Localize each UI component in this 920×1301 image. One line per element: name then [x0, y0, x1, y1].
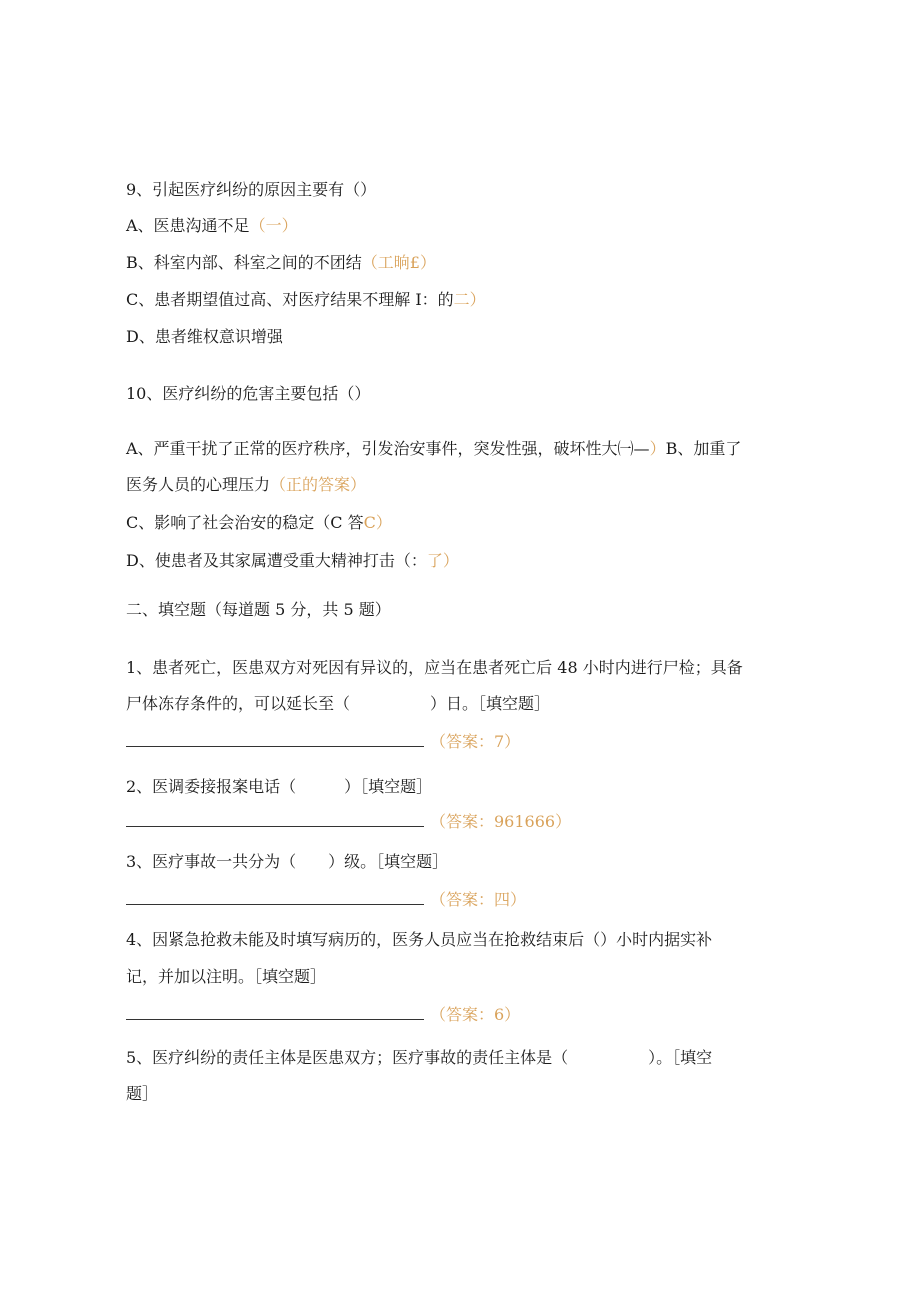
fill-5-line-1: 5、医疗纠纷的责任主体是医患双方；医疗事故的责任主体是（ ）。［填空 [126, 1048, 713, 1067]
q10-option-b-text: 医务人员的心理压力 [126, 475, 271, 494]
answer-blank[interactable] [126, 732, 424, 747]
q10-option-b-lead: B、加重了 [665, 439, 742, 458]
q10-option-b-mark: （正的答案） [270, 475, 367, 494]
q9-option-a-text: A、医患沟通不足 [126, 216, 250, 235]
fill-4-line-2: 记，并加以注明。［填空题］ [126, 967, 327, 986]
q9-option-d-text: D、患者维权意识增强 [126, 327, 283, 346]
q10-stem: 10、医疗纠纷的危害主要包括（） [126, 384, 371, 403]
q10-option-c [126, 512, 392, 534]
fill-3-answer: （答案：四） [430, 890, 527, 909]
q9-option-c-mark: 二） [453, 290, 486, 309]
q10-option-a-mark: ） [649, 439, 666, 458]
section-title: 二、填空题（每道题 5 分，共 5 题） [126, 600, 391, 619]
answer-blank[interactable] [126, 1005, 424, 1020]
fill-1-line-1: 1、患者死亡，医患双方对死因有异议的，应当在患者死亡后 48 小时内进行尸检；具备 [126, 658, 743, 677]
q9-stem: 9、引起医疗纠纷的原因主要有（） [126, 180, 377, 199]
q10-option-d-mark: 了） [426, 551, 459, 570]
fill-2-answer: （答案：961666） [430, 812, 572, 831]
q9-option-a-mark: （一） [249, 216, 298, 235]
fill-2-answer-row [126, 811, 571, 833]
answer-blank[interactable] [126, 812, 424, 827]
q9-option-b-mark: （工晌£） [361, 253, 436, 272]
q10-option-a-text: A、严重干扰了正常的医疗秩序，引发治安事件，突发性强，破坏性大㈠— [126, 439, 650, 458]
q9-option-c-text: C、患者期望值过高、对医疗结果不理解 I：的 [126, 290, 454, 309]
q10-option-b [126, 474, 366, 496]
fill-5-line-2: 题］ [126, 1084, 159, 1103]
q10-option-d [126, 550, 459, 572]
fill-4-answer: （答案：6） [430, 1005, 521, 1024]
q10-option-c-text: C、影响了社会治安的稳定（C 答 [126, 513, 364, 532]
fill-2-line-1: 2、医调委接报案电话（ ）［填空题］ [126, 777, 433, 796]
q10-option-c-mark: C） [363, 513, 392, 532]
fill-4-line-1: 4、因紧急抢救未能及时填写病历的，医务人员应当在抢救结束后（）小时内据实补 [126, 930, 713, 949]
q9-option-c [126, 289, 486, 311]
q10-option-d-text: D、使患者及其家属遭受重大精神打击（： [126, 551, 427, 570]
q10-option-a [126, 438, 741, 460]
fill-3-answer-row [126, 889, 526, 911]
q9-option-a [126, 215, 298, 237]
fill-4-answer-row [126, 1004, 520, 1026]
fill-3-line-1: 3、医疗事故一共分为（ ）级。［填空题］ [126, 852, 449, 871]
q9-option-d [126, 326, 283, 348]
q9-option-b [126, 252, 436, 274]
answer-blank[interactable] [126, 890, 424, 905]
fill-1-answer-row [126, 731, 520, 753]
fill-1-line-2: 尸体冻存条件的，可以延长至（ ）日。［填空题］ [126, 694, 551, 713]
fill-1-answer: （答案：7） [430, 732, 521, 751]
q9-option-b-text: B、科室内部、科室之间的不团结 [126, 253, 362, 272]
